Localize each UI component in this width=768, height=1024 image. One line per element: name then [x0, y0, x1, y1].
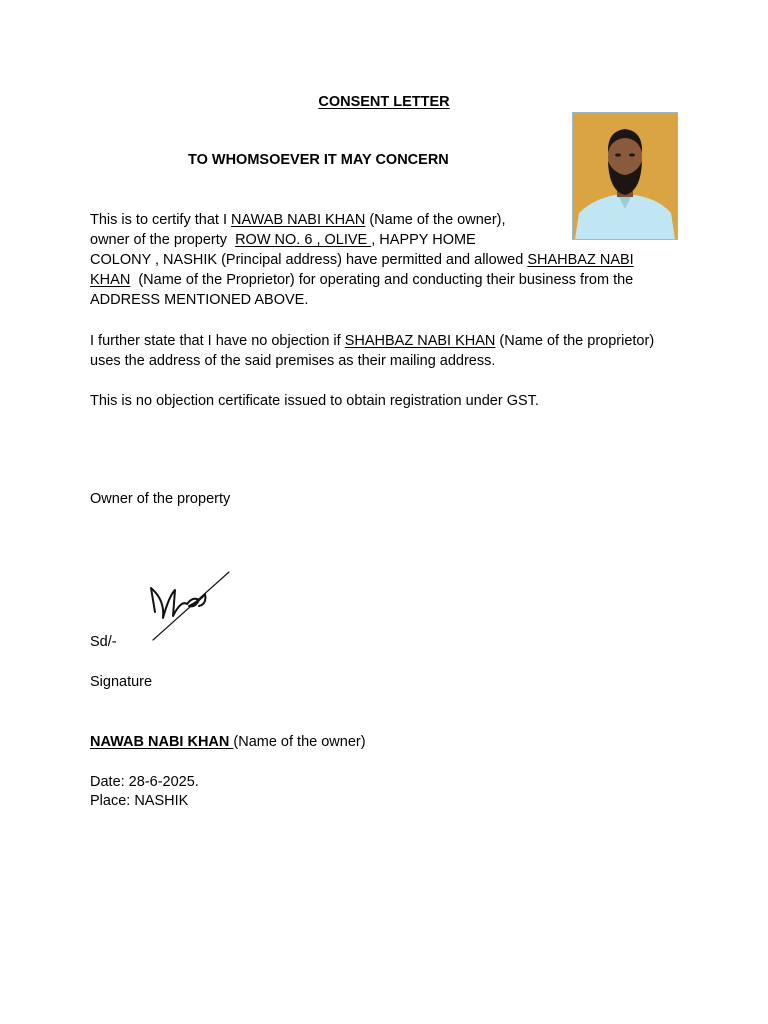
property-address: ROW NO. 6 , OLIVE — [235, 232, 372, 248]
paragraph-gst: This is no objection certificate issued to obtain registration under GST. — [90, 393, 539, 409]
paragraph-no-objection — [90, 331, 690, 371]
text: owner of the property — [90, 232, 236, 248]
owner-name: NAWAB NABI KHAN — [231, 212, 366, 228]
place-line: Place: NASHIK — [90, 793, 189, 809]
owner-name-bold: NAWAB NABI KHAN — [90, 734, 234, 750]
text: COLONY , NASHIK (Principal address) have permitted and allowed — [90, 252, 528, 268]
owner-name-line — [90, 732, 366, 752]
owner-name-suffix: (Name of the owner) — [233, 734, 366, 750]
text: (Name of the proprietor) — [495, 333, 655, 349]
paragraph2-line2: uses the address of the said premises as their mailing address. — [90, 353, 496, 369]
text: I further state that I have no objection if — [90, 333, 345, 349]
paragraph1-line5: ADDRESS MENTIONED ABOVE. — [90, 292, 309, 308]
paragraph1-line1 — [90, 210, 680, 230]
proprietor-name: SHAHBAZ NABI KHAN — [344, 333, 496, 349]
text: , HAPPY HOME — [371, 232, 476, 248]
text: (Name of the Proprietor) for operating and conducting their business from the — [130, 272, 634, 288]
proprietor-name: SHAHBAZ NABI — [527, 252, 634, 268]
proprietor-name-cont: KHAN — [90, 272, 131, 288]
text: (Name of the owner), — [365, 212, 506, 228]
page-title: CONSENT LETTER — [318, 94, 450, 110]
salutation: TO WHOMSOEVER IT MAY CONCERN — [188, 152, 449, 168]
paragraph-certification — [90, 210, 680, 310]
paragraph1-line3 — [90, 250, 680, 270]
owner-label: Owner of the property — [90, 491, 231, 507]
paragraph2-line1 — [90, 331, 690, 351]
text: This is to certify that I — [90, 212, 232, 228]
signature-label: Signature — [90, 674, 153, 690]
paragraph1-line2 — [90, 230, 680, 250]
paragraph1-line4 — [90, 270, 680, 290]
date-line: Date: 28-6-2025. — [90, 774, 199, 790]
signature-image — [135, 560, 245, 650]
sd-mark: Sd/- — [90, 634, 117, 650]
